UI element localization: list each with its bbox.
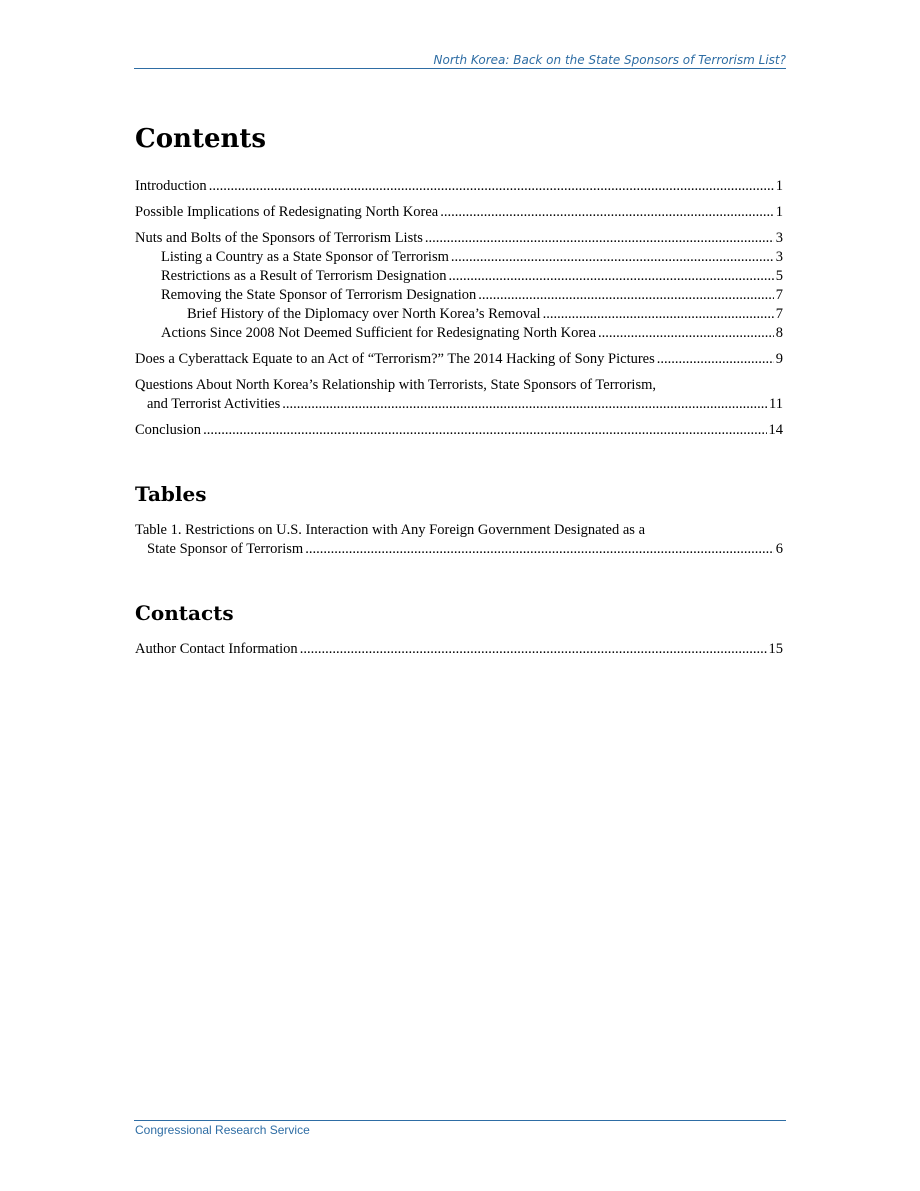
toc-entry-label: State Sponsor of Terrorism <box>147 541 304 557</box>
toc-entry-label: Removing the State Sponsor of Terrorism Designation <box>161 287 477 303</box>
toc-entry-label: Brief History of the Diplomacy over North Korea’s Removal <box>187 306 541 322</box>
toc-entry-page: 5 <box>775 268 783 284</box>
toc-entry-label: Does a Cyberattack Equate to an Act of “Terrorism?” The 2014 Hacking of Sony Pictures <box>135 351 655 367</box>
toc-entry-page: 6 <box>775 541 783 557</box>
dot-leader <box>598 324 774 343</box>
dot-leader <box>203 421 766 440</box>
footer-rule <box>134 1120 786 1121</box>
toc-entry-page: 14 <box>768 422 783 438</box>
toc-entry-label: Actions Since 2008 Not Deemed Sufficient for Redesignating North Korea <box>161 325 597 341</box>
contents-heading: Contents <box>135 124 267 154</box>
header-rule <box>134 68 786 69</box>
toc-entry-questions-line1[interactable]: Questions About North Korea’s Relationship with Terrorists, State Sponsors of Terrorism, <box>135 377 657 393</box>
toc-entry-page: 15 <box>768 641 783 657</box>
toc-entry-label: Listing a Country as a State Sponsor of Terrorism <box>161 249 449 265</box>
running-header: North Korea: Back on the State Sponsors of Terrorism List? <box>433 53 786 67</box>
dot-leader <box>543 305 774 324</box>
toc-entry-page: 1 <box>775 204 783 220</box>
tables-list <box>135 521 783 559</box>
dot-leader <box>305 540 774 559</box>
contacts-list <box>135 640 783 659</box>
toc-entry-page: 7 <box>775 306 783 322</box>
toc-entry-actions-since-2008[interactable] <box>135 324 783 343</box>
contents-list-cont <box>135 350 783 369</box>
dot-leader <box>300 640 767 659</box>
dot-leader <box>425 229 774 248</box>
toc-entry-removing-designation[interactable] <box>135 286 783 305</box>
toc-entry-page: 9 <box>775 351 783 367</box>
toc-entry-cyberattack[interactable] <box>135 350 783 369</box>
toc-entry-conclusion[interactable] <box>135 421 783 440</box>
dot-leader <box>282 395 767 414</box>
toc-entry-page: 8 <box>775 325 783 341</box>
toc-entry-label: Conclusion <box>135 422 202 438</box>
toc-entry-implications[interactable] <box>135 203 783 222</box>
toc-entry-restrictions[interactable] <box>135 267 783 286</box>
toc-entry-introduction[interactable] <box>135 177 783 196</box>
contacts-heading: Contacts <box>135 601 234 625</box>
toc-entry-author-contact[interactable] <box>135 640 783 659</box>
contents-list <box>135 177 783 196</box>
toc-entry-page: 3 <box>775 249 783 265</box>
toc-entry-page: 7 <box>775 287 783 303</box>
toc-entry-label: and Terrorist Activities <box>147 396 281 412</box>
toc-entry-page: 3 <box>775 230 783 246</box>
toc-entry-label: Possible Implications of Redesignating North Korea <box>135 204 439 220</box>
toc-entry-page: 11 <box>769 396 783 412</box>
dot-leader <box>478 286 773 305</box>
contents-list-cont <box>135 376 783 414</box>
dot-leader <box>657 350 774 369</box>
toc-entry-nuts-and-bolts[interactable] <box>135 229 783 248</box>
dot-leader <box>440 203 774 222</box>
dot-leader <box>451 248 774 267</box>
contents-list-cont <box>135 229 783 343</box>
toc-entry-brief-history[interactable] <box>135 305 783 324</box>
contents-list-cont <box>135 203 783 222</box>
toc-entry-table1-line1[interactable]: Table 1. Restrictions on U.S. Interaction with Any Foreign Government Designated as a <box>135 522 646 538</box>
footer-text: Congressional Research Service <box>135 1123 310 1137</box>
toc-entry-questions[interactable] <box>135 395 783 414</box>
toc-entry-label: Author Contact Information <box>135 641 298 657</box>
toc-entry-listing-country[interactable] <box>135 248 783 267</box>
dot-leader <box>209 177 774 196</box>
toc-entry-table1[interactable] <box>135 540 783 559</box>
toc-entry-label: Restrictions as a Result of Terrorism Designation <box>161 268 447 284</box>
toc-entry-label: Nuts and Bolts of the Sponsors of Terrorism Lists <box>135 230 423 246</box>
tables-heading: Tables <box>135 482 207 506</box>
dot-leader <box>448 267 773 286</box>
toc-entry-label: Introduction <box>135 178 207 194</box>
contents-list-cont <box>135 421 783 440</box>
toc-entry-page: 1 <box>775 178 783 194</box>
